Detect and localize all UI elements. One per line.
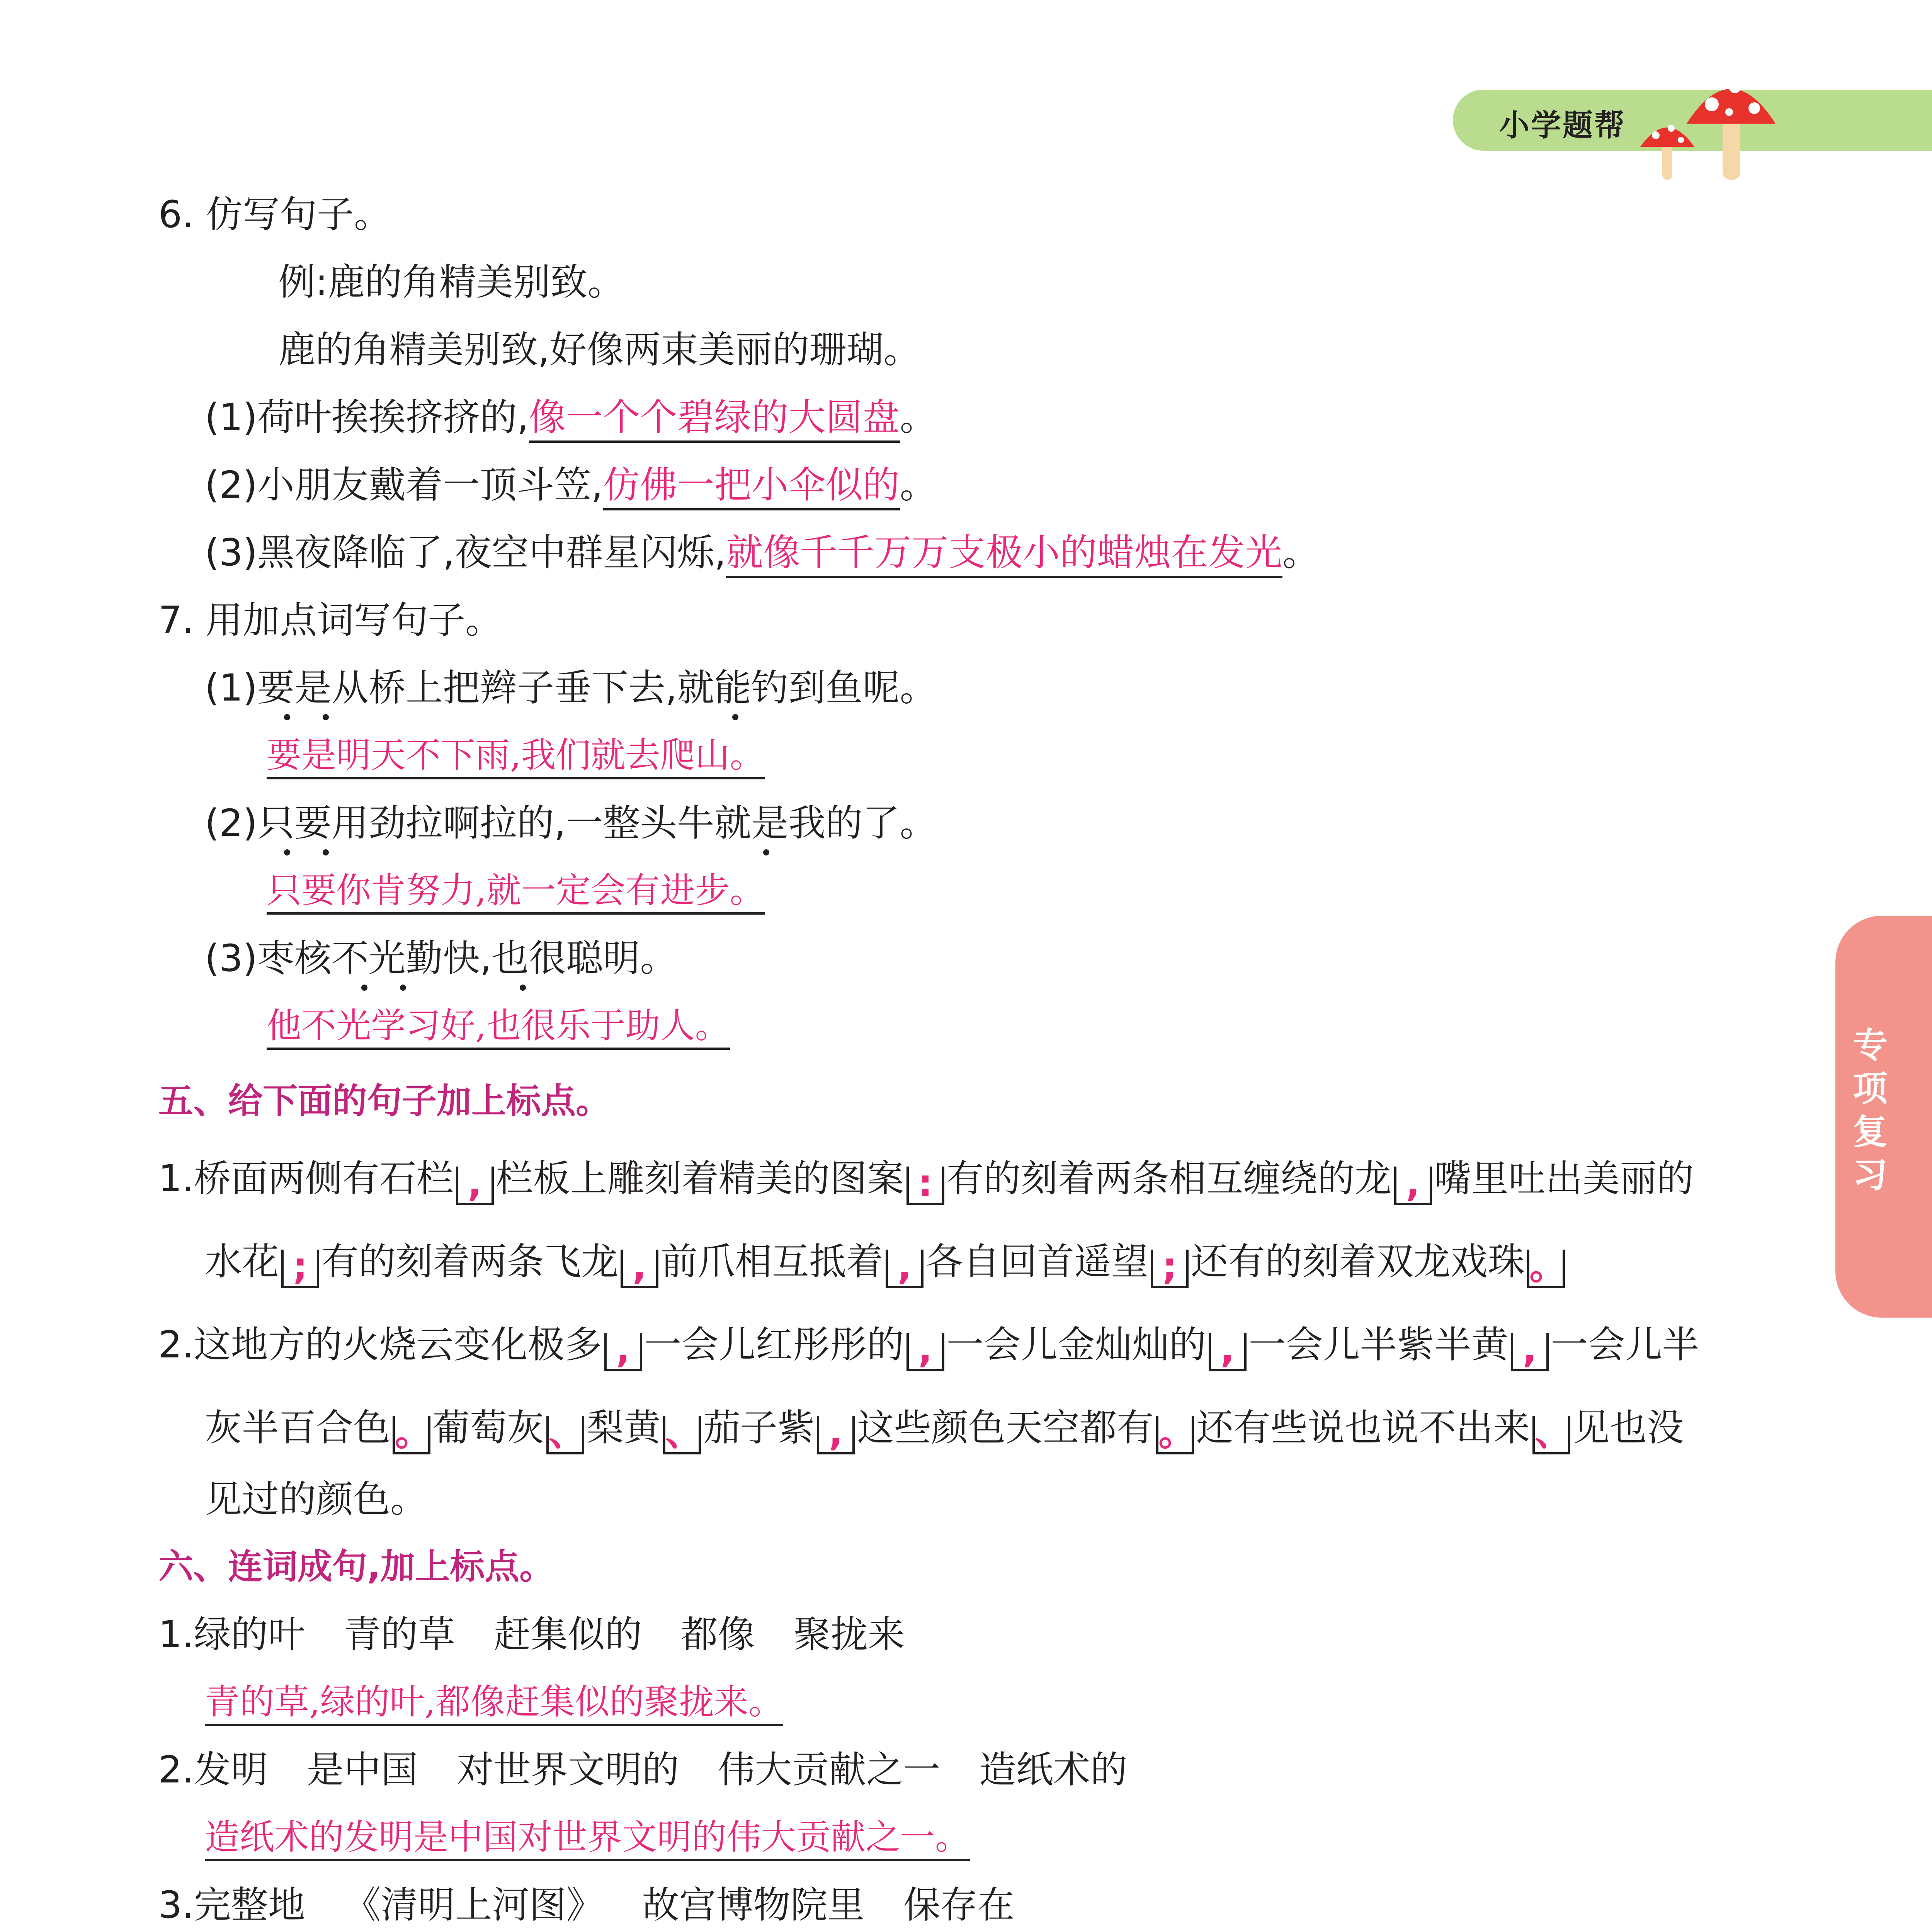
sec6-item-2 xyxy=(158,1745,1128,1795)
punct-box: , xyxy=(456,1167,494,1205)
q6-item-1 xyxy=(205,392,937,442)
prompt: (2)小朋友戴着一顶斗笠, xyxy=(205,463,603,507)
punct-box: 。 xyxy=(393,1416,430,1454)
q7-item-1 xyxy=(205,663,937,713)
punct-box: : xyxy=(906,1167,944,1205)
q7-item-3 xyxy=(205,933,677,983)
q6-title: 6. 仿写句子。 xyxy=(158,193,391,236)
text: 前爪相互抵着 xyxy=(661,1240,883,1283)
punct-box: 、 xyxy=(663,1416,701,1454)
word: 对世界文明的 xyxy=(456,1748,679,1791)
answer: 青的草,绿的叶,都像赶集似的聚拢来。 xyxy=(205,1682,783,1726)
punct-box: , xyxy=(604,1333,642,1371)
word: 保存在 xyxy=(903,1883,1015,1927)
word: 青的草 xyxy=(344,1613,455,1656)
answer: 要是明天不下雨,我们就去爬山。 xyxy=(267,735,765,779)
q7-answer-2 xyxy=(267,866,765,916)
mushroom-big-icon xyxy=(1685,66,1777,182)
word: 造纸术的 xyxy=(979,1748,1128,1791)
punct-box: 。 xyxy=(1527,1250,1565,1288)
q7-item-2 xyxy=(205,798,937,848)
answer: 他不光学习好,也很乐于助人。 xyxy=(267,1005,730,1050)
item-number: 2. xyxy=(158,1748,194,1791)
text: 一会儿半 xyxy=(1551,1323,1699,1366)
sec5-p2-line1 xyxy=(158,1320,1699,1371)
section-5-title: 五、给下面的句子加上标点。 xyxy=(158,1081,611,1121)
answer: 就像千千万万支极小的蜡烛在发光 xyxy=(726,531,1282,578)
side-tab-label: 专项复习 xyxy=(1853,1025,1888,1196)
period: 。 xyxy=(1282,531,1320,574)
answer: 像一个个碧绿的大圆盘 xyxy=(529,396,900,443)
text: 各自回首遥望 xyxy=(926,1240,1148,1283)
text: 嘴里吐出美丽的 xyxy=(1434,1157,1694,1200)
word: 聚拢来 xyxy=(793,1613,905,1656)
period: 。 xyxy=(900,463,937,507)
punct-box: , xyxy=(886,1250,923,1288)
sec6-answer-2 xyxy=(205,1812,970,1862)
word: 完整地 xyxy=(194,1883,305,1927)
punct-box: 、 xyxy=(546,1416,584,1454)
item-number: (1) xyxy=(205,666,257,709)
section-6-title: 六、连词成句,加上标点。 xyxy=(158,1546,554,1587)
item-number: 3. xyxy=(158,1883,194,1927)
text: 灰半百合色 xyxy=(205,1406,390,1449)
brand-title: 小学题帮 xyxy=(1499,108,1626,143)
punct-box: 、 xyxy=(1532,1416,1570,1454)
item-number: (3) xyxy=(205,937,257,980)
q6-item-2 xyxy=(205,460,937,510)
sec5-p1-line1 xyxy=(158,1153,1694,1205)
text: 有的刻着两条飞龙 xyxy=(321,1240,618,1283)
q7-answer-3 xyxy=(267,1001,730,1051)
sec5-p2-line2 xyxy=(205,1403,1684,1454)
text: 一会儿金灿灿的 xyxy=(946,1323,1206,1366)
text: 葡萄灰 xyxy=(433,1406,544,1449)
punct-box: , xyxy=(817,1416,855,1454)
text: 水花 xyxy=(205,1240,279,1283)
q6-example-answer: 鹿的角精美别致,好像两束美丽的珊瑚。 xyxy=(278,328,921,371)
dotted-sentence: 枣核不光勤快,也很聪明。 xyxy=(257,937,677,980)
punct-box: , xyxy=(1394,1167,1432,1205)
sec6-item-1 xyxy=(158,1609,905,1660)
word: 赶集似的 xyxy=(493,1613,642,1656)
text: 茄子紫 xyxy=(703,1406,815,1449)
word: 《清明上河图》 xyxy=(344,1883,604,1927)
q6-item-3 xyxy=(205,527,1320,578)
punct-box: , xyxy=(906,1333,944,1371)
text: 有的刻着两条相互缠绕的龙 xyxy=(946,1157,1392,1200)
sec6-item-3 xyxy=(158,1880,1015,1930)
item-number: 2. xyxy=(158,1323,194,1366)
word: 绿的叶 xyxy=(194,1613,305,1656)
answer: 只要你肯努力,就一定会有进步。 xyxy=(267,870,765,915)
punct-box: 。 xyxy=(1156,1416,1194,1454)
q6-example: 例:鹿的角精美别致。 xyxy=(278,260,625,304)
dotted-sentence: 只要用劲拉啊拉的,一整头牛就是我的了。 xyxy=(257,801,937,845)
text: 一会儿红彤彤的 xyxy=(644,1323,904,1366)
item-number: 1. xyxy=(158,1613,194,1656)
word: 都像 xyxy=(680,1613,755,1656)
text: 还有的刻着双龙戏珠 xyxy=(1191,1240,1525,1283)
punct-box: , xyxy=(621,1250,658,1288)
sec5-p1-line2 xyxy=(205,1236,1567,1288)
word: 故宫博物院里 xyxy=(642,1883,865,1927)
q7-title: 7. 用加点词写句子。 xyxy=(158,599,503,642)
dotted-sentence: 要是从桥上把辫子垂下去,就能钓到鱼呢。 xyxy=(257,666,937,709)
word: 发明 xyxy=(194,1748,268,1791)
sec5-p2-line3: 见过的颜色。 xyxy=(205,1478,427,1521)
text: 这地方的火烧云变化极多 xyxy=(194,1323,602,1366)
punct-box: ; xyxy=(281,1250,319,1288)
prompt: (3)黑夜降临了,夜空中群星闪烁, xyxy=(205,531,726,574)
answer: 仿佛一把小伞似的 xyxy=(603,463,900,510)
item-number: (2) xyxy=(205,801,257,845)
period: 。 xyxy=(900,396,937,439)
word: 是中国 xyxy=(306,1748,418,1791)
text: 桥面两侧有石栏 xyxy=(194,1157,454,1200)
sec6-answer-1 xyxy=(205,1677,783,1727)
punct-box: , xyxy=(1209,1333,1247,1371)
text: 一会儿半紫半黄 xyxy=(1248,1323,1509,1366)
item-number: 1. xyxy=(158,1157,194,1200)
q7-answer-1 xyxy=(267,730,765,781)
word: 伟大贡献之一 xyxy=(718,1748,940,1791)
punct-box: ; xyxy=(1151,1250,1189,1288)
text: 梨黄 xyxy=(587,1406,661,1449)
text: 栏板上雕刻着精美的图案 xyxy=(496,1157,904,1200)
punct-box: , xyxy=(1511,1333,1549,1371)
prompt: (1)荷叶挨挨挤挤的, xyxy=(205,396,529,439)
answer: 造纸术的发明是中国对世界文明的伟大贡献之一。 xyxy=(205,1817,970,1861)
text: 见也没 xyxy=(1573,1406,1684,1449)
text: 还有些说也说不出来 xyxy=(1196,1406,1530,1449)
text: 这些颜色天空都有 xyxy=(857,1406,1154,1449)
